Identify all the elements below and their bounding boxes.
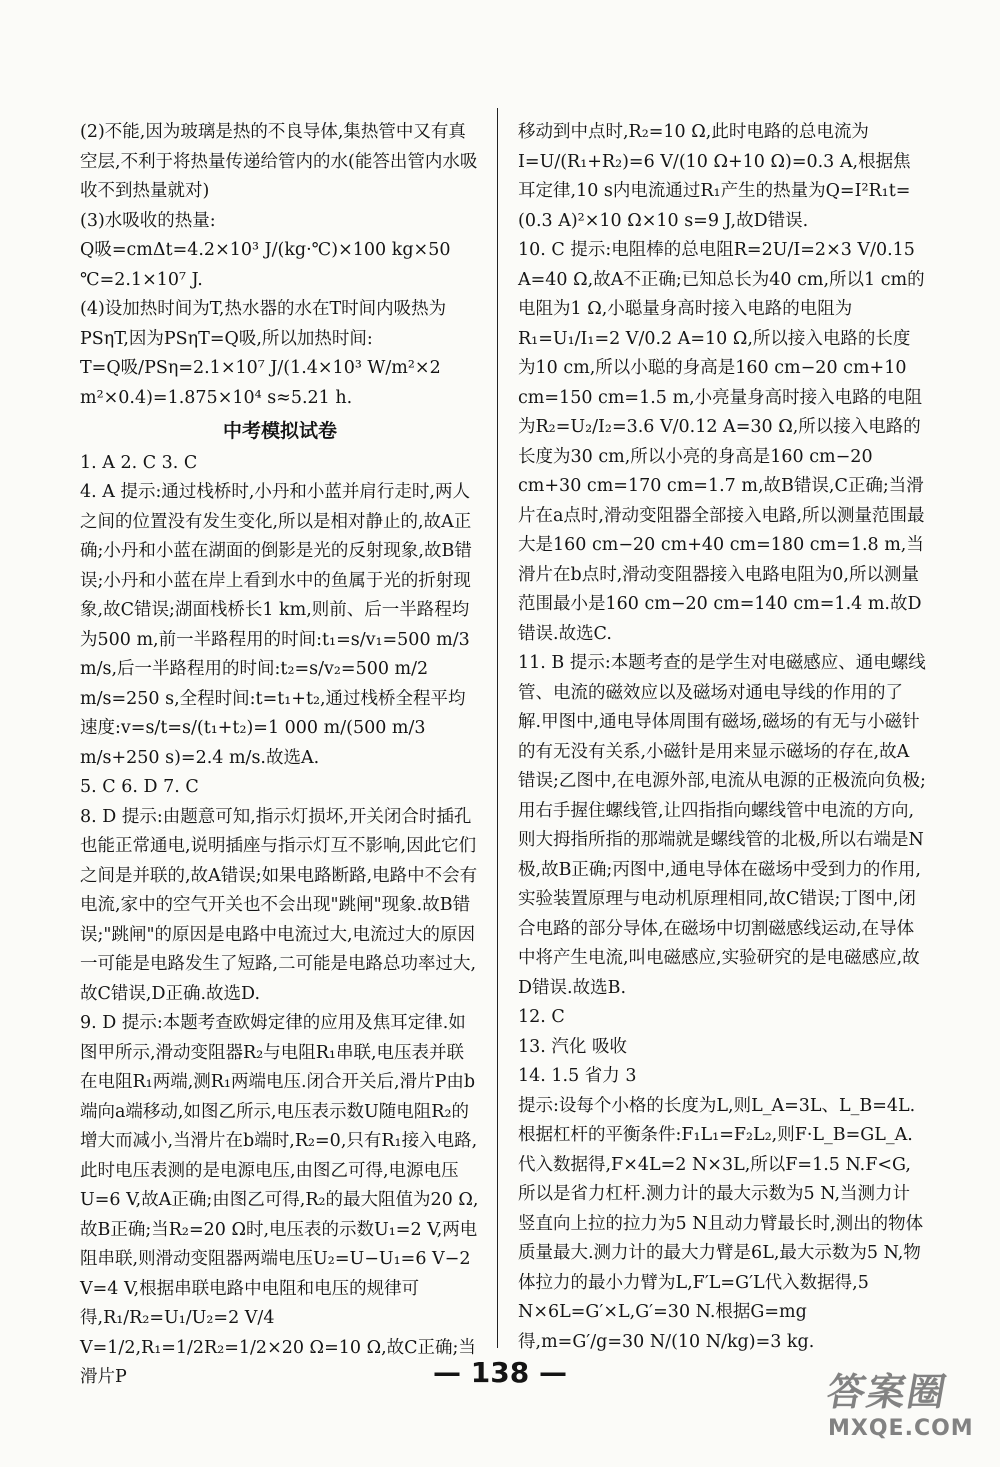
answer-paragraph: 9. D 提示:本题考查欧姆定律的应用及焦耳定律.如图甲所示,滑动变阻器R₂与电阻R₁串联,电压表并联在电阻R₁两端,测R₁两端电压.闭合开关后,滑片P由b端向a端移动,如图乙所示,电压表示数U随电阻R₂的增大而减小,当滑片在b端时,R₂=0,只有R₁接入电路,此时电压表测的是电源电压,由图乙可得,电源电压U=6 V,故A正确;由图乙可得,R₂的最大阻值为20 Ω,故B正确;当R₂=20 Ω时,电压表的示数U₁=2 V,两电阻串联,则滑动变阻器两端电压U₂=U−U₁=6 V−2 V=4 V,根据串联电路中电阻和电压的规律可得,R₁/R₂=U₁/U₂=2 V/4 V=1/2,R₁=1/2R₂=1/2×20 Ω=10 Ω,故C正确;当滑片P — [80, 1013, 479, 1387]
section-heading: 中考模拟试卷 — [222, 420, 337, 442]
watermark-title: 答案圈 — [823, 1370, 952, 1414]
answer-paragraph: 1. A 2. C 3. C — [80, 452, 198, 473]
answer-paragraph: 5. C 6. D 7. C — [80, 777, 199, 797]
answer-paragraph: Q吸=cmΔt=4.2×10³ J/(kg·℃)×100 kg×50 ℃=2.1×10⁷ J. — [80, 240, 451, 290]
answer-paragraph: (3)水吸收的热量: — [80, 210, 216, 231]
answer-paragraph: 12. C — [518, 1007, 565, 1027]
left-column — [80, 118, 480, 1393]
answer-paragraph: 10. C 提示:电阻棒的总电阻R=2U/I=2×3 V/0.15 A=40 Ω,故A不正确;已知总长为40 cm,所以1 cm的电阻为1 Ω,小聪量身高时接入电路的电阻为R₁=U₁/I₁=2 V/0.2 A=10 Ω,所以接入电路的长度为10 cm,所以小聪的身高是160 cm−20 cm+10 cm=150 cm=1.5 m,小亮量身高时接入电路的电阻为R₂=U₂/I₂=3.6 V/0.12 A=30 Ω,所以接入电路的长度为30 cm,所以小亮的身高是160 cm−20 cm+30 cm=170 cm=1.7 m,故B错误,C正确;当滑片在a点时,滑动变阻器全部接入电路,所以测量范围最大是160 cm−20 cm+40 cm=180 cm=1.8 m,当滑片在b点时,滑动变阻器接入电路电阻为0,所以测量范围最小是160 cm−20 cm=140 cm=1.4 m.故D错误.故选C. — [518, 240, 925, 644]
answer-paragraph: 11. B 提示:本题考查的是学生对电磁感应、通电螺线管、电流的磁效应以及磁场对通电导线的作用的了解.甲图中,通电导体周围有磁场,磁场的有无与小磁针的有无没有关系,小磁针是用来显示磁场的存在,故A错误;乙图中,在电源外部,电流从电源的正极流向负极;用右手握住螺线管,让四指指向螺线管中电流的方向,则大拇指所指的那端就是螺线管的北极,所以右端是N极,故B正确;丙图中,通电导体在磁场中受到力的作用,实验装置原理与电动机原理相同,故C错误;丁图中,闭合电路的部分导体,在磁场中切割磁感线运动,在导体中将产生电流,叫电磁感应,实验研究的是电磁感应,故D错误.故选B. — [518, 653, 926, 998]
answer-paragraph: 14. 1.5 省力 3 — [518, 1066, 637, 1086]
answer-paragraph: (4)设加热时间为T,热水器的水在T时间内吸热为PSηT,因为PSηT=Q吸,所以加热时间: — [80, 299, 447, 349]
answer-paragraph: 移动到中点时,R₂=10 Ω,此时电路的总电流为I=U/(R₁+R₂)=6 V/(10 Ω+10 Ω)=0.3 A,根据焦耳定律,10 s内电流通过R₁产生的热量为Q=I²R₁t=(0.3 A)²×10 Ω×10 s=9 J,故D错误. — [518, 122, 911, 231]
watermark-url: MXQE.COM — [828, 1416, 974, 1441]
watermark-logo — [823, 1361, 978, 1453]
answer-paragraph: 13. 汽化 吸收 — [518, 1036, 627, 1057]
answer-paragraph: T=Q吸/PSη=2.1×10⁷ J/(1.4×10³ W/m²×2 m²×0.4)=1.875×10⁴ s≈5.21 h. — [80, 358, 441, 408]
column-divider — [497, 108, 498, 1348]
answer-paragraph: 提示:设每个小格的长度为L,则L_A=3L、L_B=4L.根据杠杆的平衡条件:F₁L₁=F₂L₂,则F·L_B=GL_A.代入数据得,F×4L=2 N×3L,所以F=1.5 N.F<G,所以是省力杠杆.测力计的最大示数为5 N,当测力计竖直向上拉的拉力为5 N且动力臂最长时,测出的物体质量最大.测力计的最大力臂是6L,最大示数为5 N,物体拉力的最小力臂为L,F′L=G′L代入数据得,5 N×6L=G′×L,G′=30 N.根据G=mg得,m=G′/g=30 N/(10 N/kg)=3 kg. — [518, 1095, 924, 1352]
answer-paragraph: 8. D 提示:由题意可知,指示灯损坏,开关闭合时插孔也能正常通电,说明插座与指示灯互不影响,因此它们之间是并联的,故A错误;如果电路断路,电路中不会有电流,家中的空气开关也不会出现"跳闸"现象.故B错误;"跳闸"的原因是电路中电流过大,电流过大的原因一可能是电路发生了短路,二可能是电路总功率过大,故C错误,D正确.故选D. — [80, 806, 478, 1004]
right-column — [518, 118, 926, 1357]
answer-paragraph: (2)不能,因为玻璃是热的不良导体,集热管中又有真空层,不利于将热量传递给管内的水(能答出管内水吸收不到热量就对) — [80, 122, 478, 201]
answer-paragraph: 4. A 提示:通过栈桥时,小丹和小蓝并肩行走时,两人之间的位置没有发生变化,所以是相对静止的,故A正确;小丹和小蓝在湖面的倒影是光的反射现象,故B错误;小丹和小蓝在岸上看到水中的鱼属于光的折射现象,故C错误;湖面栈桥长1 km,则前、后一半路程均为500 m,前一半路程用的时间:t₁=s/v₁=500 m/3 m/s,后一半路程用的时间:t₂=s/v₂=500 m/2 m/s=250 s,全程时间:t=t₁+t₂,通过栈桥全程平均速度:v=s/t=s/(t₁+t₂)=1 000 m/(500 m/3 m/s+250 s)=2.4 m/s.故选A. — [80, 482, 472, 768]
page-number: — 138 — — [433, 1356, 567, 1389]
